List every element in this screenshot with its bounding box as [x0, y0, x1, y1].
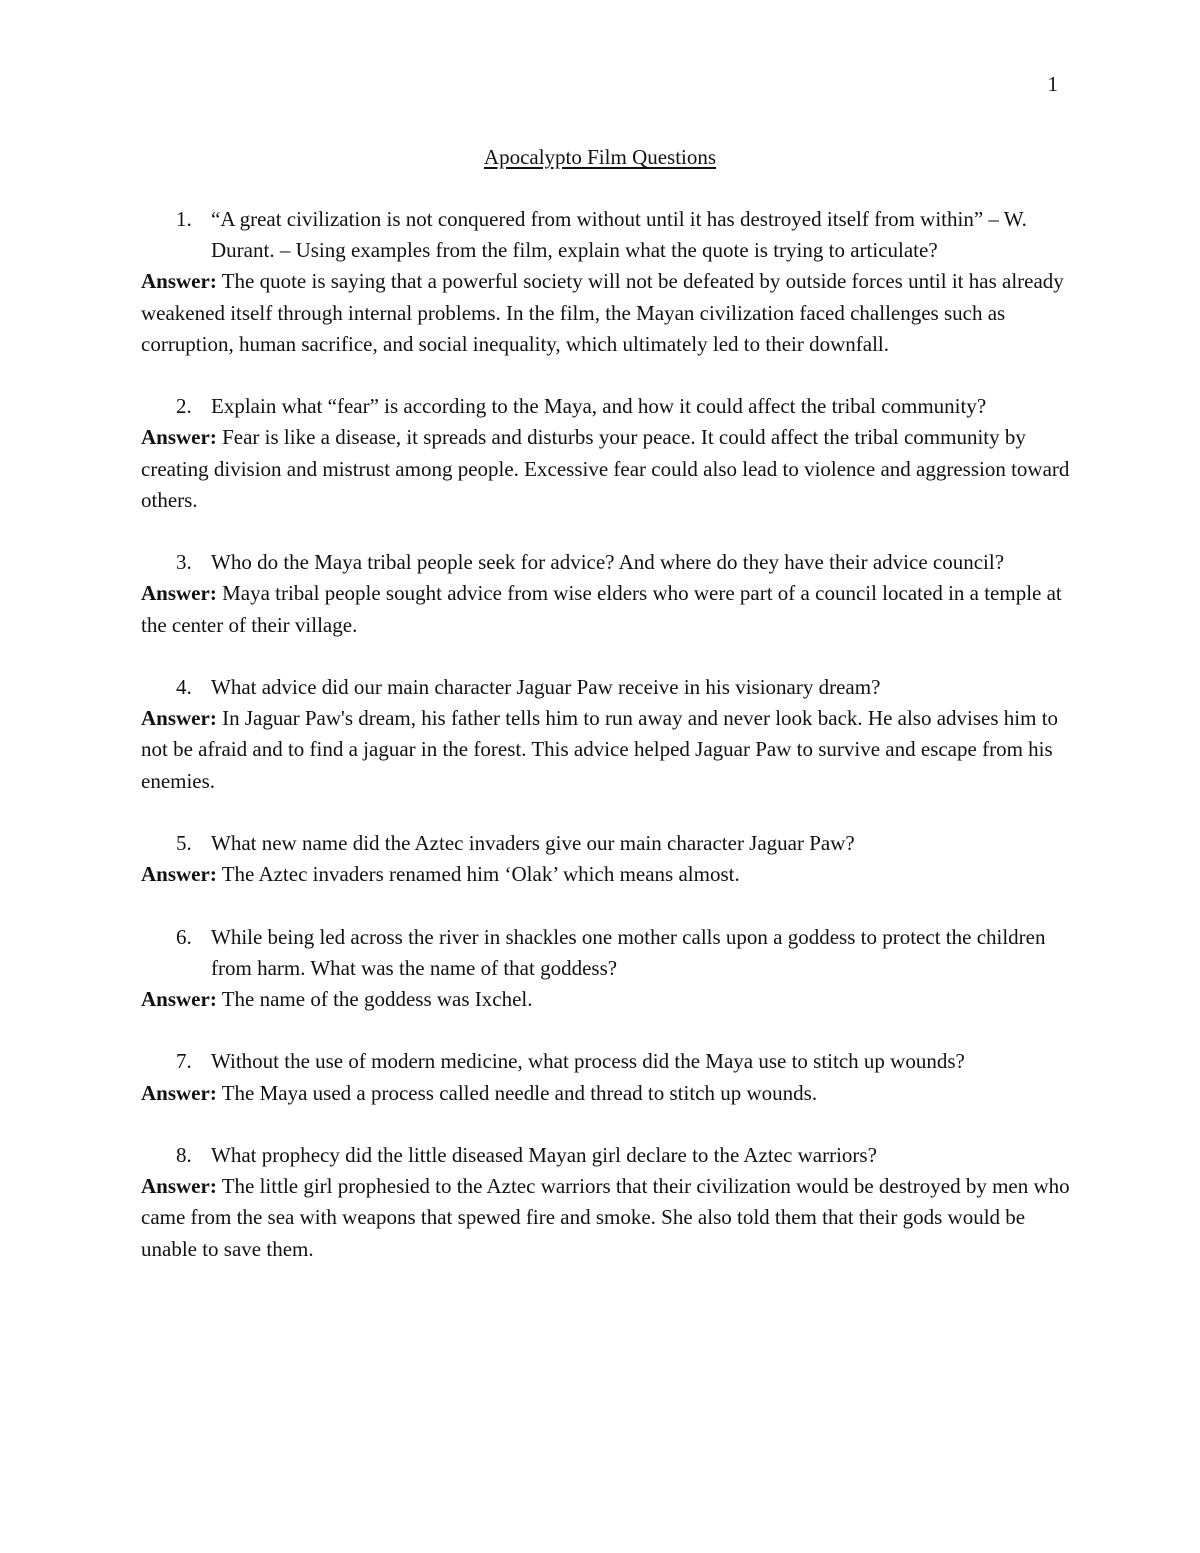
- question-item: [141, 922, 1071, 1016]
- question-text: “A great civilization is not conquered from without until it has destroyed itself from within” – W. Durant. – Using examples from the film, explain what the quote is trying to articulate?: [211, 207, 1027, 263]
- question-item: [141, 828, 1071, 890]
- question-text: What new name did the Aztec invaders give our main character Jaguar Paw?: [211, 831, 855, 855]
- question-number: 6.: [176, 924, 192, 949]
- question-text: Without the use of modern medicine, what process did the Maya use to stitch up wounds?: [211, 1049, 965, 1074]
- answer: [141, 578, 1071, 640]
- question-text: While being led across the river in shackles one mother calls upon a goddess to protect the children from harm. What was the name of that goddess?: [211, 924, 1046, 980]
- answer-label: Answer:: [141, 269, 217, 294]
- question-item: [141, 672, 1071, 797]
- answer-text: Fear is like a disease, it spreads and disturbs your peace. It could affect the tribal community by creating division and mistrust among people. Excessive fear could also lead to violence and aggression toward others.: [141, 425, 1070, 512]
- question: [141, 1140, 1071, 1171]
- answer-text: The little girl prophesied to the Aztec warriors that their civilization would be destroyed by men who came from the sea with weapons that spewed fire and smoke. She also told them that their gods would be unable to save them.: [141, 1174, 1070, 1261]
- answer-text: Maya tribal people sought advice from wise elders who were part of a council located in a temple at the center of their village.: [141, 581, 1062, 637]
- question-number: 3.: [176, 550, 192, 575]
- question: [141, 828, 1071, 859]
- answer: [141, 859, 1071, 890]
- question-text: What prophecy did the little diseased Mayan girl declare to the Aztec warriors?: [211, 1142, 877, 1167]
- page-number: 1: [1047, 72, 1058, 96]
- question-text: Who do the Maya tribal people seek for advice? And where do they have their advice council?: [211, 550, 1005, 575]
- question-list: [141, 204, 1071, 1296]
- question: [141, 922, 1071, 984]
- answer-text: The Maya used a process called needle and thread to stitch up wounds.: [221, 1080, 818, 1105]
- question-item: [141, 1046, 1071, 1108]
- question: [141, 1046, 1071, 1077]
- answer-text: The quote is saying that a powerful society will not be defeated by outside forces until it has already weakened itself through internal problems. In the film, the Mayan civilization faced challenges such as corruption, human sacrifice, and social inequality, which ultimately led to their downfall.: [141, 269, 1064, 356]
- question-number: 8.: [176, 1142, 192, 1167]
- answer-label: Answer:: [141, 987, 217, 1011]
- answer-label: Answer:: [141, 425, 217, 450]
- question-text: What advice did our main character Jaguar Paw receive in his visionary dream?: [211, 675, 881, 699]
- answer-text: The name of the goddess was Ixchel.: [221, 987, 533, 1011]
- answer: [141, 1171, 1071, 1265]
- question-text: Explain what “fear” is according to the Maya, and how it could affect the tribal community?: [211, 394, 987, 419]
- question-item: [141, 1140, 1071, 1265]
- question-number: 4.: [176, 675, 192, 699]
- question-number: 7.: [176, 1049, 192, 1074]
- answer: [141, 266, 1071, 360]
- answer: [141, 422, 1071, 516]
- question-number: 1.: [176, 207, 192, 231]
- answer: [141, 703, 1071, 797]
- answer-label: Answer:: [141, 706, 217, 731]
- answer-text: In Jaguar Paw's dream, his father tells him to run away and never look back. He also advises him to not be afraid and to find a jaguar in the forest. This advice helped Jaguar Paw to survive and escape from his enemies.: [141, 706, 1059, 793]
- answer-label: Answer:: [141, 581, 217, 606]
- answer-label: Answer:: [141, 1174, 217, 1199]
- answer: [141, 1078, 1071, 1109]
- question-number: 2.: [176, 394, 192, 419]
- question-item: [141, 204, 1071, 360]
- document-title: Apocalypto Film Questions: [483, 145, 717, 169]
- question-number: 5.: [176, 831, 192, 855]
- answer-text: The Aztec invaders renamed him ‘Olak’ which means almost.: [221, 862, 740, 887]
- question-item: [141, 547, 1071, 641]
- question-item: [141, 391, 1071, 516]
- question: [141, 672, 1071, 703]
- question: [141, 547, 1071, 578]
- question: [141, 391, 1071, 422]
- answer-label: Answer:: [141, 862, 217, 887]
- answer: [141, 984, 1071, 1015]
- question: [141, 204, 1071, 266]
- answer-label: Answer:: [141, 1080, 217, 1105]
